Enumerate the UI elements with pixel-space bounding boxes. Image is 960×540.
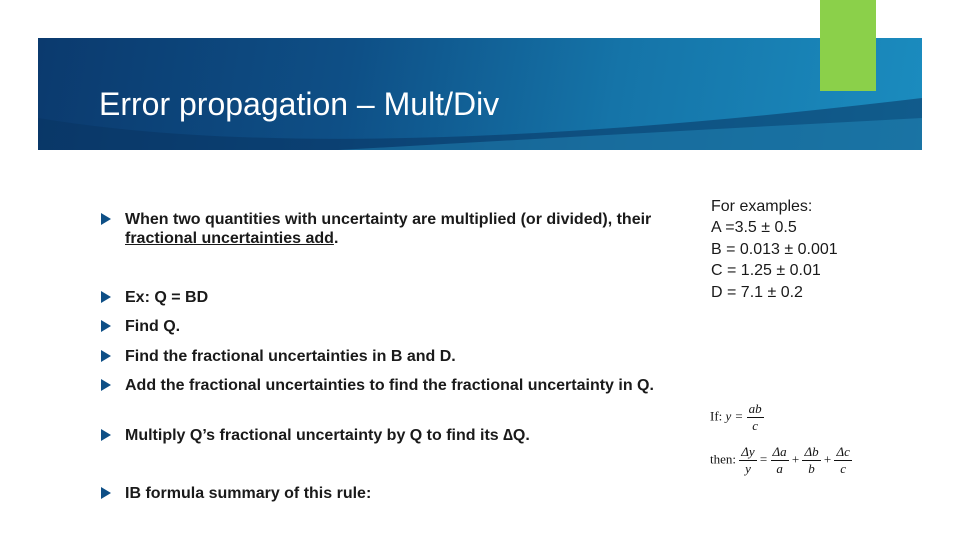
- bullet-arrow-icon: [100, 213, 112, 225]
- bullet-arrow-icon: [100, 487, 112, 499]
- slide-title: Error propagation – Mult/Div: [99, 86, 500, 122]
- bullet-text: Add the fractional uncertainties to find the fractional uncertainty in Q.: [125, 377, 654, 394]
- formula-then-label: then:: [710, 451, 736, 467]
- example-line: C = 1.25 ± 0.01: [711, 262, 821, 280]
- bullet-text: When two quantities with uncertainty are multiplied (or divided), their fractional uncertainties add.: [125, 211, 652, 247]
- example-line: A =3.5 ± 0.5: [711, 219, 797, 237]
- formula-if: [710, 401, 764, 434]
- example-line: D = 7.1 ± 0.2: [711, 283, 803, 301]
- bullet-text: IB formula summary of this rule:: [125, 485, 372, 502]
- bullet-text: Ex: Q = BD: [125, 289, 209, 306]
- formula-fraction: $\frac{\Delta y}{y}$: [741, 444, 755, 476]
- bullet-arrow-icon: [100, 291, 112, 303]
- bullet-arrow-icon: [100, 429, 112, 441]
- example-line: B = 0.013 ± 0.001: [711, 240, 838, 258]
- bullet-arrow-icon: [100, 379, 112, 391]
- bullet-text: Find the fractional uncertainties in B and D.: [125, 348, 456, 365]
- formula-fraction: $\frac{\Delta a}{a}$: [772, 444, 787, 476]
- formula-fraction: $\frac{\Delta c}{c}$: [836, 444, 850, 476]
- formula-fraction: $\frac{\Delta b}{b}$: [804, 444, 819, 476]
- bullet-arrow-icon: [100, 320, 112, 332]
- accent-bar: [820, 0, 876, 91]
- formula-then: then: $\frac{\Delta y}{y}$ = $\frac{\Delta a}{a}$ + $\frac{\Delta b}{b}$ + $\frac{\Delta c}{c}$: [710, 444, 850, 476]
- bullet-text: Multiply Q’s fractional uncertainty by Q to find its ∆Q.: [125, 427, 530, 444]
- formula-if-label: If:: [710, 408, 723, 424]
- examples-box: [711, 196, 838, 303]
- bullet-arrow-icon: [100, 350, 112, 362]
- formula-lhs: y =: [725, 408, 744, 424]
- formula-fraction: $\frac{ab}{c}$: [748, 401, 762, 433]
- bullet-text: Find Q.: [125, 318, 181, 335]
- examples-heading: For examples:: [711, 198, 813, 215]
